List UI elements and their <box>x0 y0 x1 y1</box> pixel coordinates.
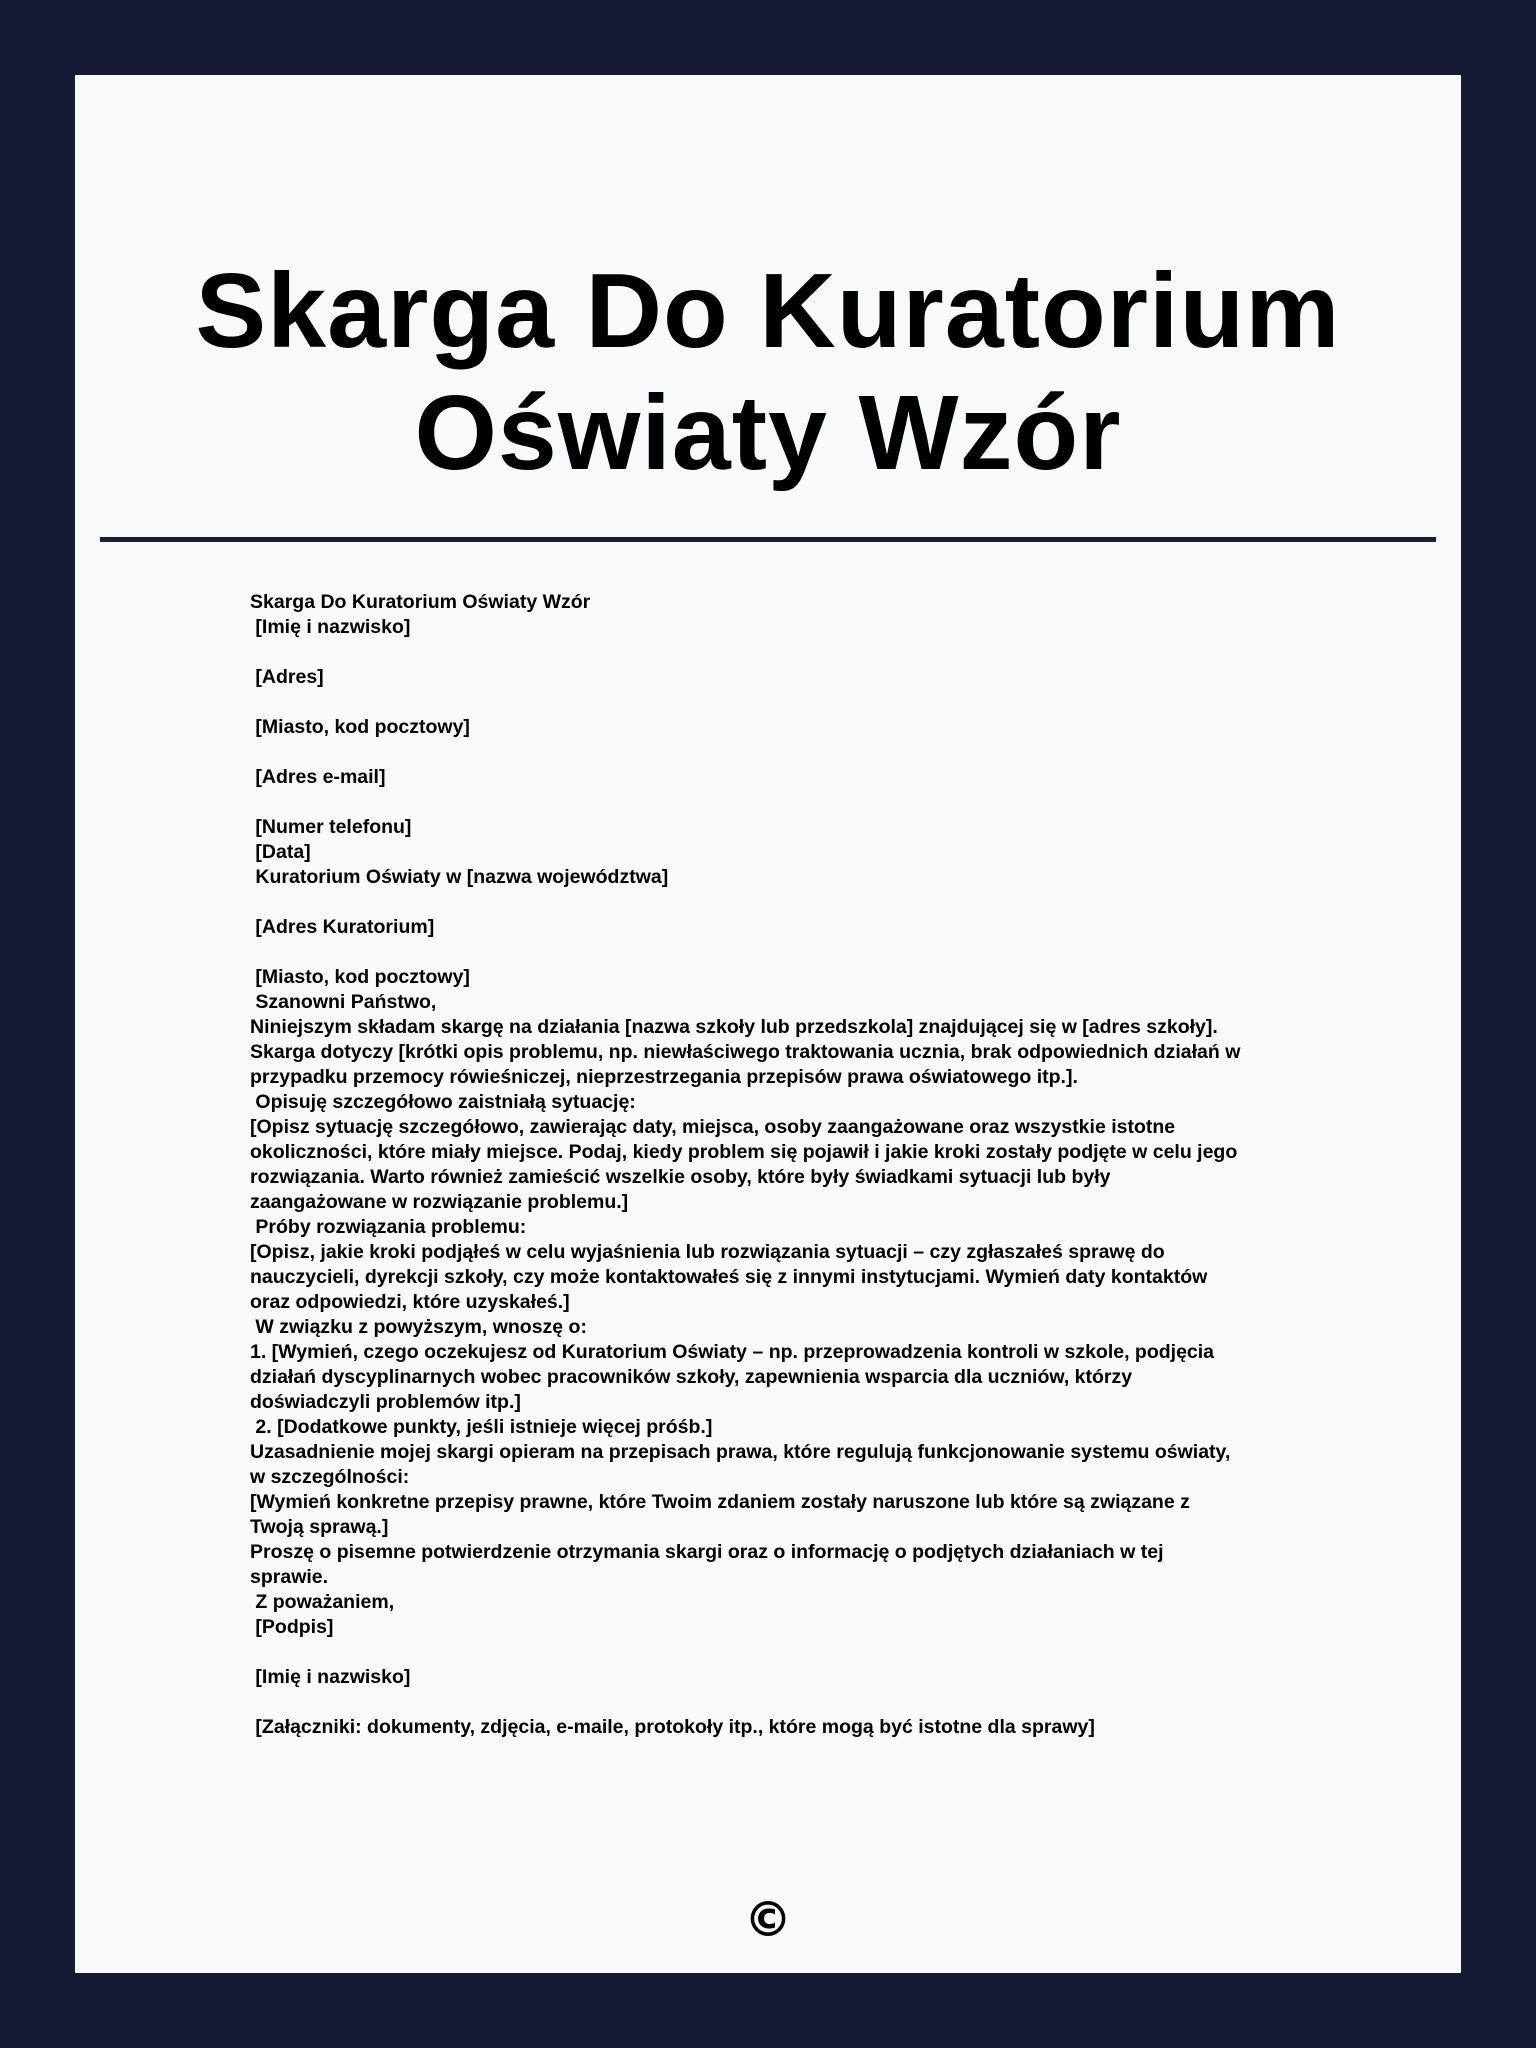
letter-line: oraz odpowiedzi, które uzyskałeś.] <box>250 1291 570 1313</box>
letter-line: 2. [Dodatkowe punkty, jeśli istnieje więcej próśb.] <box>250 1416 713 1438</box>
letter-line <box>250 890 1360 915</box>
letter-line: nauczycieli, dyrekcji szkoły, czy może kontaktowałeś się z innymi instytucjami. Wymień daty kontaktów <box>250 1266 1208 1288</box>
letter-line: [Adres e-mail] <box>250 766 386 788</box>
letter-line <box>250 640 1360 665</box>
copyright-icon: © <box>744 1892 792 1948</box>
letter-line: [Podpis] <box>250 1616 334 1638</box>
letter-line <box>250 790 1360 815</box>
letter-line: Opisuję szczegółowo zaistniałą sytuację: <box>250 1091 636 1113</box>
letter-line: [Miasto, kod pocztowy] <box>250 716 470 738</box>
letter-line: [Data] <box>250 841 311 863</box>
letter-line: Skarga dotyczy [krótki opis problemu, np. niewłaściwego traktowania ucznia, brak odpowiednich działań w <box>250 1041 1241 1063</box>
letter-line <box>250 690 1360 715</box>
letter-line: Z poważaniem, <box>250 1591 395 1613</box>
letter-line: Niniejszym składam skargę na działania [nazwa szkoły lub przedszkola] znajdującej się w [adres szkoły]. <box>250 1016 1218 1038</box>
letter-line: [Miasto, kod pocztowy] <box>250 966 470 988</box>
letter-line: [Załączniki: dokumenty, zdjęcia, e-maile, protokoły itp., które mogą być istotne dla sprawy] <box>250 1716 1095 1738</box>
letter-line: doświadczyli problemów itp.] <box>250 1391 521 1413</box>
letter-line: [Adres] <box>250 666 324 688</box>
letter-line: Skarga Do Kuratorium Oświaty Wzór <box>250 591 591 613</box>
title-divider <box>100 537 1436 542</box>
letter-line: 1. [Wymień, czego oczekujesz od Kuratorium Oświaty – np. przeprowadzenia kontroli w szkole, podjęcia <box>250 1341 1215 1363</box>
document-title <box>75 250 1461 494</box>
letter-line: okoliczności, które miały miejsce. Podaj, kiedy problem się pojawił i jakie kroki zostały podjęte w celu jego <box>250 1141 1238 1163</box>
letter-line: [Numer telefonu] <box>250 816 412 838</box>
letter-line <box>250 940 1360 965</box>
letter-line: [Opisz sytuację szczegółowo, zawierając daty, miejsca, osoby zaangażowane oraz wszystkie istotne <box>250 1116 1176 1138</box>
letter-line <box>250 1640 1360 1665</box>
letter-line: [Wymień konkretne przepisy prawne, które Twoim zdaniem zostały naruszone lub które są związane z <box>250 1491 1190 1513</box>
letter-line: Twoją sprawą.] <box>250 1516 389 1538</box>
letter-line: sprawie. <box>250 1566 329 1588</box>
letter-line: [Imię i nazwisko] <box>250 616 411 638</box>
letter-line: rozwiązania. Warto również zamieścić wszelkie osoby, które były świadkami sytuacji lub były <box>250 1166 1111 1188</box>
letter-line: działań dyscyplinarnych wobec pracowników szkoły, zapewnienia wsparcia dla uczniów, którzy <box>250 1366 1133 1388</box>
document-page <box>75 75 1461 1973</box>
title-line-2: Oświaty Wzór <box>414 374 1122 492</box>
letter-line <box>250 740 1360 765</box>
letter-line: w szczególności: <box>250 1466 410 1488</box>
letter-line: [Adres Kuratorium] <box>250 916 435 938</box>
letter-line: Szanowni Państwo, <box>250 991 437 1013</box>
letter-line <box>250 1690 1360 1715</box>
letter-line: Proszę o pisemne potwierdzenie otrzymania skargi oraz o informację o podjętych działaniach w tej <box>250 1541 1164 1563</box>
letter-line: Próby rozwiązania problemu: <box>250 1216 527 1238</box>
title-line-1: Skarga Do Kuratorium <box>195 252 1341 370</box>
letter-line: zaangażowane w rozwiązanie problemu.] <box>250 1191 629 1213</box>
letter-line: W związku z powyższym, wnoszę o: <box>250 1316 587 1338</box>
letter-line: [Imię i nazwisko] <box>250 1666 411 1688</box>
letter-line: [Opisz, jakie kroki podjąłeś w celu wyjaśnienia lub rozwiązania sytuacji – czy zgłaszałeś sprawę do <box>250 1241 1165 1263</box>
letter-body <box>250 590 1360 1740</box>
letter-line: Uzasadnienie mojej skargi opieram na przepisach prawa, które regulują funkcjonowanie systemu oświaty, <box>250 1441 1231 1463</box>
letter-line: przypadku przemocy rówieśniczej, nieprzestrzegania przepisów prawa oświatowego itp.]. <box>250 1066 1078 1088</box>
letter-line: Kuratorium Oświaty w [nazwa województwa] <box>250 866 669 888</box>
